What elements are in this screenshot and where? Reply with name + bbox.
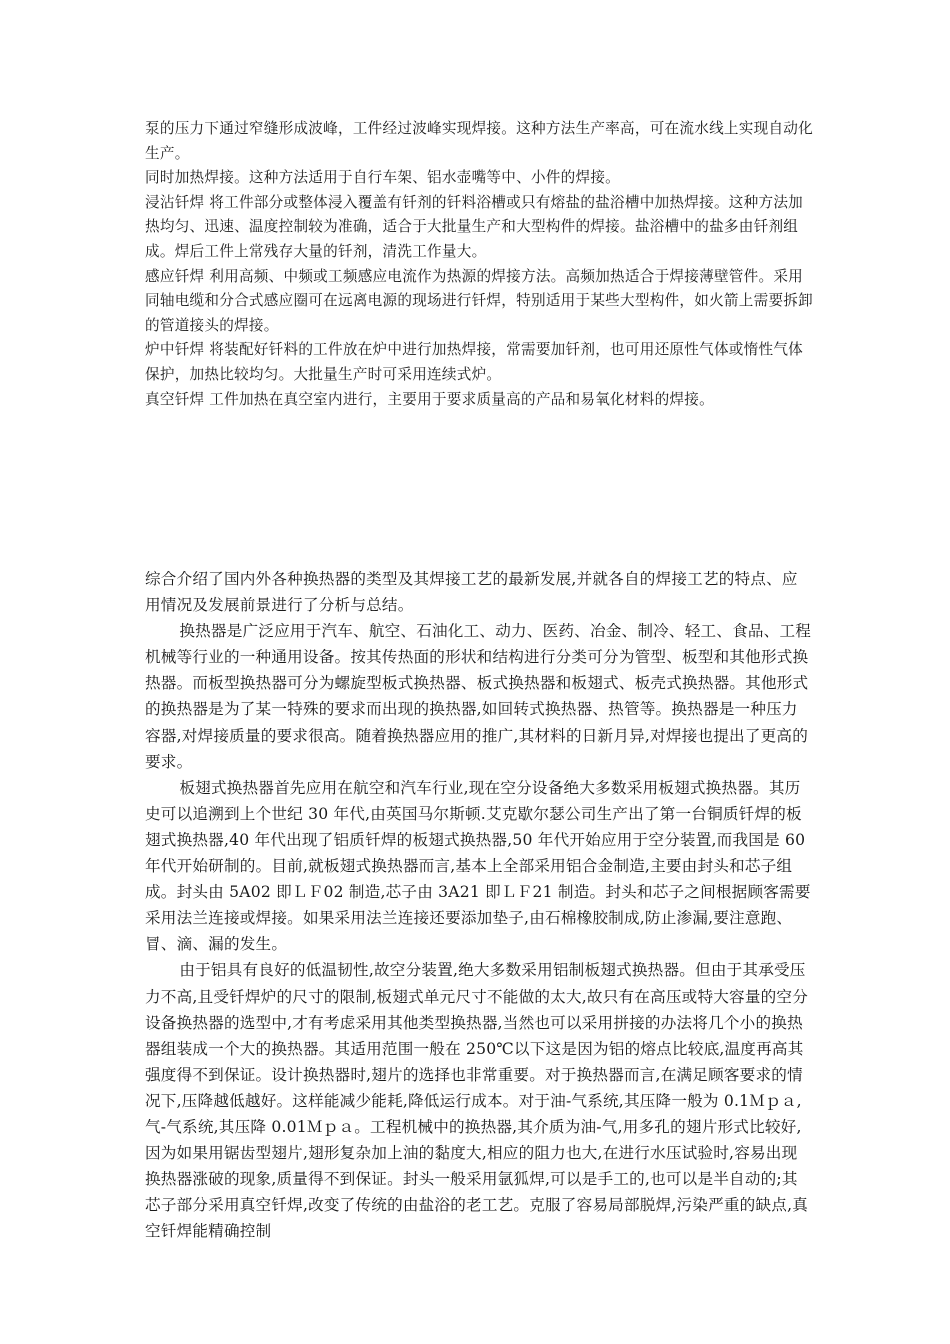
paragraph-simultaneous-heating: 同时加热焊接。这种方法适用于自行车架、铝水壶嘴等中、小件的焊接。 <box>145 169 621 187</box>
paragraph-plate-fin-history: 板翅式换热器首先应用在航空和汽车行业,现在空分设备绝大多数采用板翅式换热器。其历史可以追溯到上个世纪 30 年代,由英国马尔斯顿.艾克歇尔瑟公司生产出了第一台铜质钎焊的板翅式换热器,40 年代出现了铝质钎焊的板翅式换热器,50 年代开始应用于空分装置,而我国是 60 年代开始研制的。目前,就板翅式换热器而言,基本上全部采用铝合金制造,主要由封头和芯子组成。封头由 5A02 即ＬＦ02 制造,芯子由 3A21 即ＬＦ21 制造。封头和芯子之间根据顾客需要采用法兰连接或焊接。如果采用法兰连接还要添加垫子,由石棉橡胶制成,防止渗漏,要注意跑、冒、滴、漏的发生。 <box>145 778 811 954</box>
paragraph-furnace-brazing: 炉中钎焊 将装配好钎料的工件放在炉中进行加热焊接，常需要加钎剂，也可用还原性气体或惰性气体保护，加热比较均匀。大批量生产时可采用连续式炉。 <box>145 341 804 383</box>
paragraph-heat-exchanger-intro: 换热器是广泛应用于汽车、航空、石油化工、动力、医药、冶金、制冷、轻工、食品、工程机械等行业的一种通用设备。按其传热面的形状和结构进行分类可分为管型、板型和其他形式换热器。而板型换热器可分为螺旋型板式换热器、板式换热器和板翅式、板壳式换热器。其他形式的换热器是为了某一特殊的要求而出现的换热器,如回转式换热器、热管等。换热器是一种压力容器,对焊接质量的要求很高。随着换热器应用的推广,其材料的日新月异,对焊接也提出了更高的要求。 <box>145 622 812 771</box>
paragraph-induction-brazing: 感应钎焊 利用高频、中频或工频感应电流作为热源的焊接方法。高频加热适合于焊接薄壁管件。采用同轴电缆和分合式感应圈可在远离电源的现场进行钎焊，特别适用于某些大型构件，如火箭上需要拆卸的管道接头的焊接。 <box>145 267 813 334</box>
paragraph-vacuum-brazing: 真空钎焊 工件加热在真空室内进行，主要用于要求质量高的产品和易氧化材料的焊接。 <box>145 390 714 408</box>
paragraph-aluminum-plate-fin: 由于铝具有良好的低温韧性,故空分装置,绝大多数采用铝制板翅式换热器。但由于其承受压力不高,且受钎焊炉的尺寸的限制,板翅式单元尺寸不能做的太大,故只有在高压或特大容量的空分设备换热器的选型中,才有考虑采用其他类型换热器,当然也可以采用拼接的办法将几个小的换热器组装成一个大的换热器。其适用范围一般在 250℃以下这是因为铝的熔点比较底,温度再高其强度得不到保证。设计换热器时,翅片的选择也非常重要。对于换热器而言,在满足顾客要求的情况下,压降越低越好。这样能减少能耗,降低运行成本。对于油-气系统,其压降一般为 0.1Ｍｐａ,气-气系统,其压降 0.01Ｍｐａ。工程机械中的换热器,其介质为油-气,用多孔的翅片形式比较好,因为如果用锯齿型翅片,翅形复杂加上油的黏度大,相应的阻力也大,在进行水压试验时,容易出现换热器涨破的现象,质量得不到保证。封头一般采用氩狐焊,可以是手工的,也可以是半自动的;其芯子部分采用真空钎焊,改变了传统的由盐浴的老工艺。克服了容易局部脱焊,污染严重的缺点,真空钎焊能精确控制 <box>145 961 809 1241</box>
paragraph-summary: 综合介绍了国内外各种换热器的类型及其焊接工艺的最新发展,并就各自的焊接工艺的特点、应用情况及发展前景进行了分析与总结。 <box>145 570 798 615</box>
paragraph-dip-brazing: 浸沾钎焊 将工件部分或整体浸入覆盖有钎剂的钎料浴槽或只有熔盐的盐浴槽中加热焊接。这种方法加热均匀、迅速、温度控制较为准确，适合于大批量生产和大型构件的焊接。盐浴槽中的盐多由钎剂组成。焊后工件上常残存大量的钎剂，清洗工作量大。 <box>145 193 804 260</box>
paragraph-wave-soldering: 泵的压力下通过窄缝形成波峰，工件经过波峰实现焊接。这种方法生产率高，可在流水线上实现自动化生产。 <box>145 120 813 162</box>
brazing-methods-section <box>145 117 813 412</box>
heat-exchanger-section <box>145 566 813 1244</box>
